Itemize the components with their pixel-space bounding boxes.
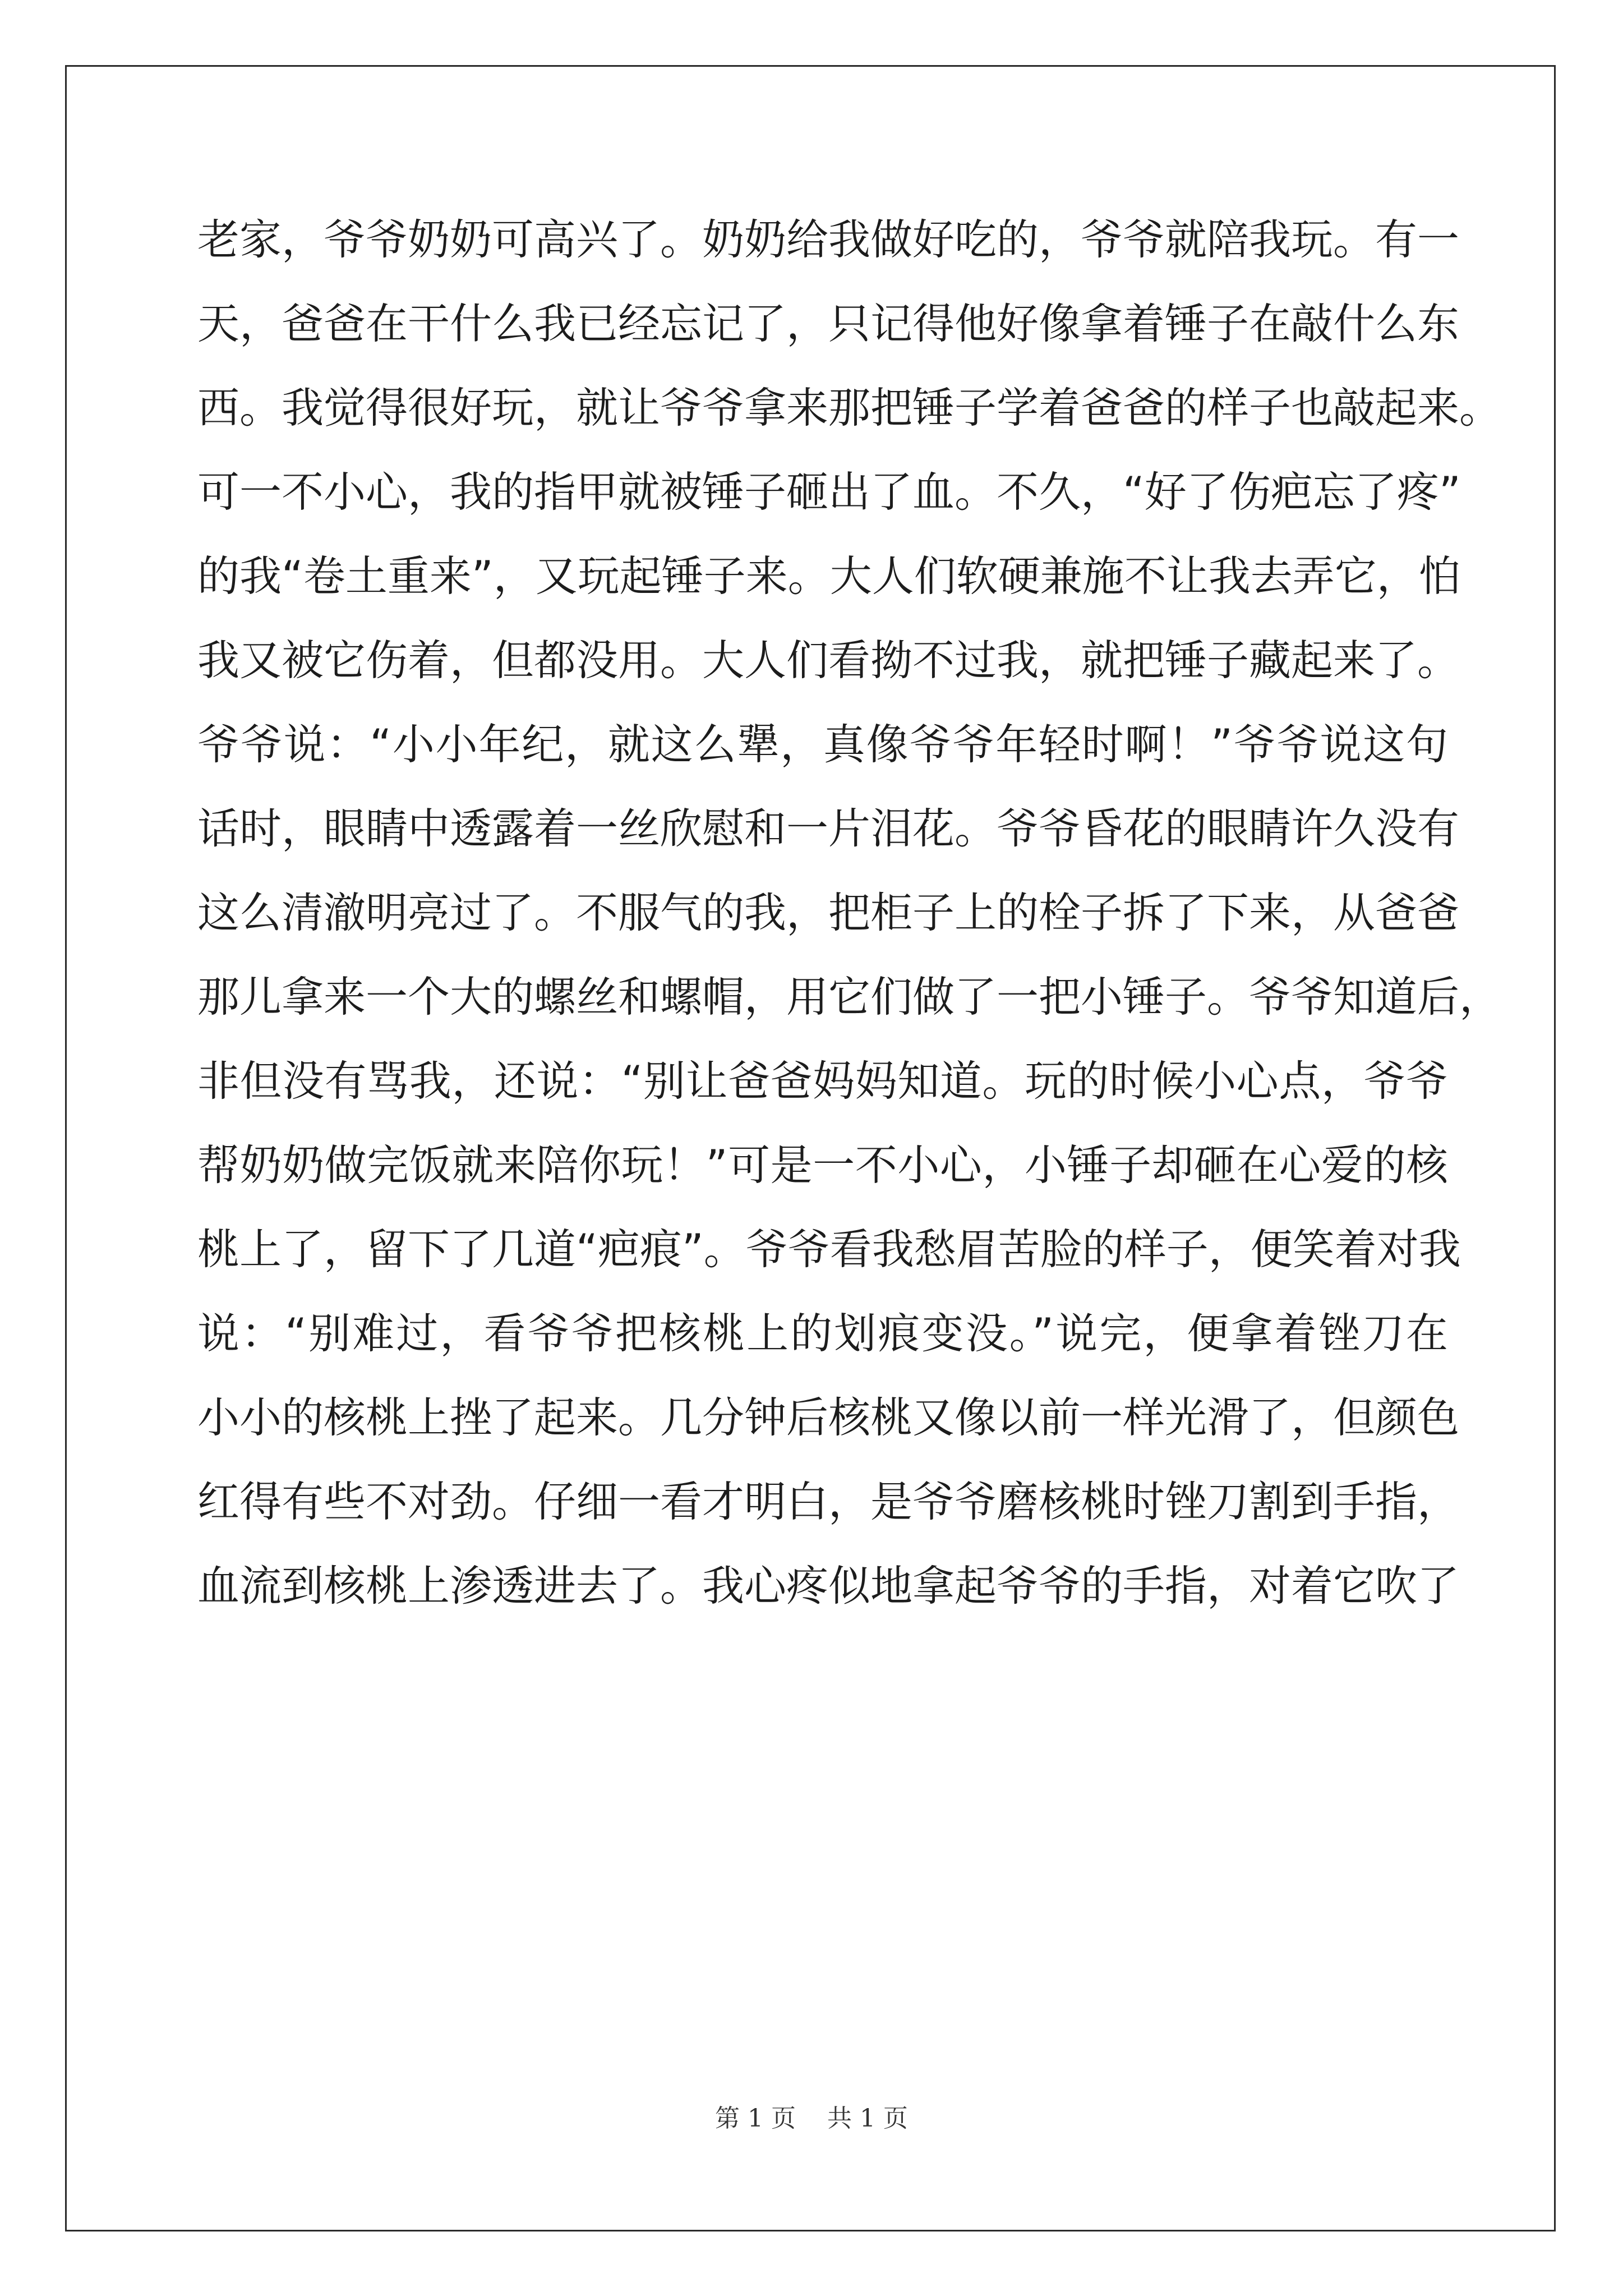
text-line: 非但没有骂我，还说：“别让爸爸妈妈知道。玩的时候小心点，爷爷 <box>197 1056 1448 1106</box>
text-line: 爷爷说：“小小年纪，就这么犟，真像爷爷年轻时啊！”爷爷说这句 <box>197 720 1448 769</box>
text-line: 小小的核桃上挫了起来。几分钟后核桃又像以前一样光滑了，但颜色 <box>197 1393 1460 1442</box>
text-line: 老家，爷爷奶奶可高兴了。奶奶给我做好吃的，爷爷就陪我玩。有一 <box>197 215 1460 264</box>
text-line: 天，爸爸在干什么我已经忘记了，只记得他好像拿着锤子在敲什么东 <box>197 299 1460 348</box>
text-line: 桃上了，留下了几道“疤痕”。爷爷看我愁眉苦脸的样子，便笑着对我 <box>197 1225 1461 1274</box>
page-number-footer: 第 1 页 共 1 页 <box>715 2104 908 2133</box>
text-line: 血流到核桃上渗透进去了。我心疼似地拿起爷爷的手指，对着它吹了 <box>197 1561 1460 1611</box>
text-line: 可一不小心，我的指甲就被锤子砸出了血。不久，“好了伤疤忘了疼” <box>197 467 1461 517</box>
text-line: 那儿拿来一个大的螺丝和螺帽，用它们做了一把小锤子。爷爷知道后， <box>197 972 1502 1022</box>
text-line: 说：“别难过，看爷爷把核桃上的划痕变没。”说完，便拿着锉刀在 <box>197 1309 1448 1358</box>
text-line: 帮奶奶做完饭就来陪你玩！”可是一不小心，小锤子却砸在心爱的核 <box>197 1140 1448 1190</box>
text-line: 这么清澈明亮过了。不服气的我，把柜子上的栓子拆了下来，从爸爸 <box>197 888 1460 937</box>
text-line: 的我“卷土重来”，又玩起锤子来。大人们软硬兼施不让我去弄它，怕 <box>197 551 1461 601</box>
text-line: 西。我觉得很好玩，就让爷爷拿来那把锤子学着爸爸的样子也敲起来。 <box>197 383 1502 432</box>
text-line: 话时，眼睛中透露着一丝欣慰和一片泪花。爷爷昏花的眼睛许久没有 <box>197 804 1460 853</box>
body-text <box>197 197 1502 1628</box>
text-line: 我又被它伤着，但都没用。大人们看拗不过我，就把锤子藏起来了。 <box>197 636 1460 685</box>
text-line: 红得有些不对劲。仔细一看才明白，是爷爷磨核桃时锉刀割到手指， <box>197 1477 1460 1526</box>
